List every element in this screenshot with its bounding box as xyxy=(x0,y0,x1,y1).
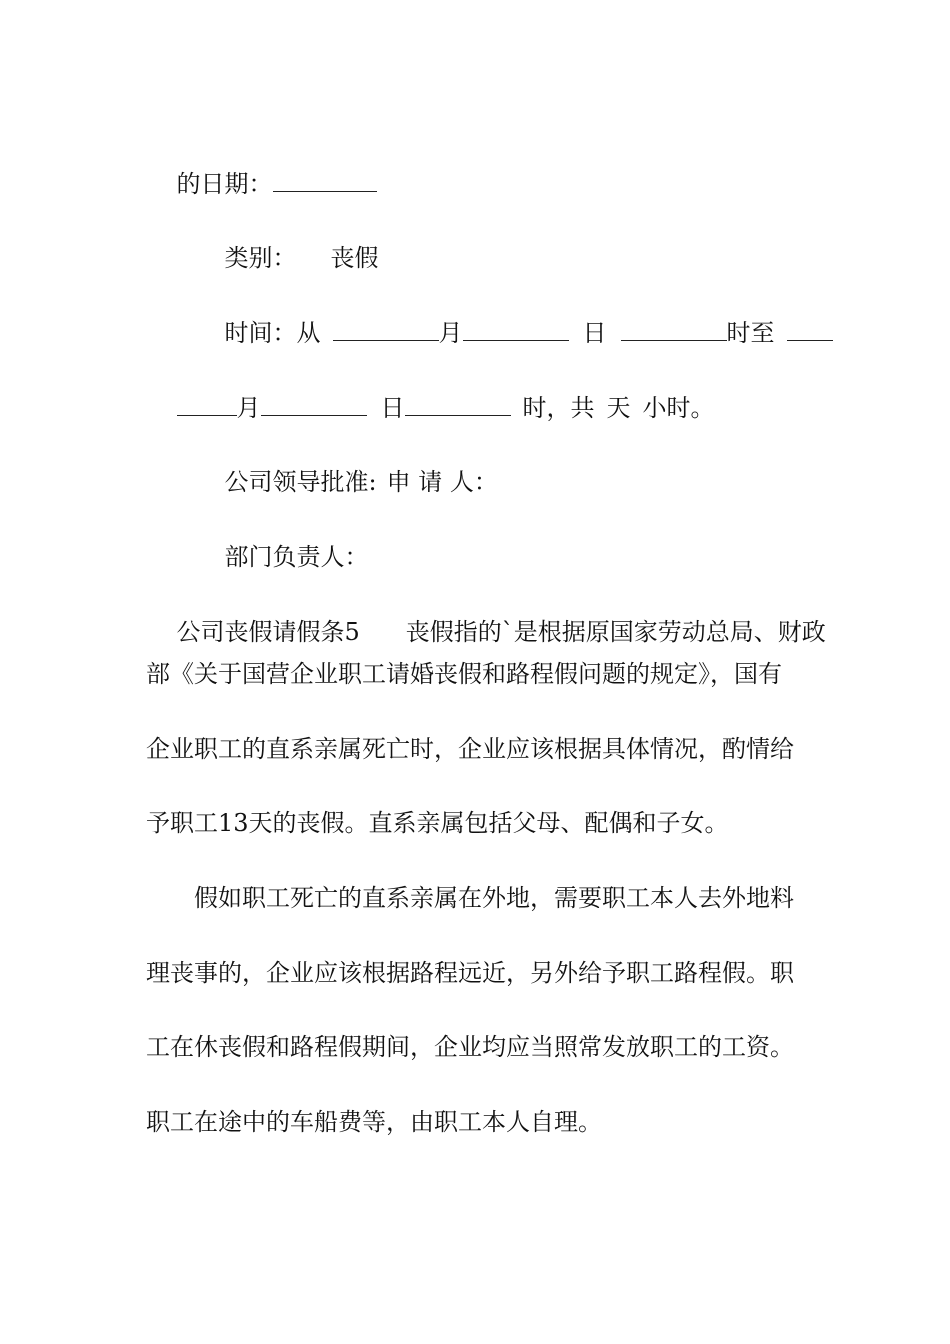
hour-end-label: 时，共 xyxy=(522,394,595,422)
month-blank-1 xyxy=(333,318,439,341)
article-line-4: 予职工13天的丧假。直系亲属包括父母、配偶和子女。 xyxy=(146,809,729,837)
article-line-5: 假如职工死亡的直系亲属在外地，需要职工本人去外地料 xyxy=(194,884,794,912)
day-label-1: 日 xyxy=(582,319,607,347)
day-blank-2 xyxy=(261,393,367,416)
day-blank-1 xyxy=(463,318,569,341)
article-line-1-text: 丧假指的`是根据原国家劳动总局、财政 xyxy=(405,618,826,646)
approval-label: 公司领导批准: xyxy=(224,468,377,496)
month-blank-2b xyxy=(177,393,237,416)
article-line-3: 企业职工的直系亲属死亡时，企业应该根据具体情况，酌情给 xyxy=(146,735,794,763)
date-blank xyxy=(273,169,377,192)
hour-blank-1 xyxy=(621,318,727,341)
month-label-2: 月 xyxy=(236,394,261,422)
article-heading: 公司丧假请假条5 xyxy=(176,618,360,646)
category-value: 丧假 xyxy=(330,244,379,272)
time-from-label: 时间：从 xyxy=(224,319,321,347)
applicant-label: 申 请 人： xyxy=(386,468,498,496)
hour-blank-2 xyxy=(405,393,511,416)
article-line-8: 职工在途中的车船费等，由职工本人自理。 xyxy=(146,1108,602,1136)
article-line-6: 理丧事的，企业应该根据路程远近，另外给予职工路程假。职 xyxy=(146,959,794,987)
hours-end-label: 小时。 xyxy=(642,394,715,422)
month-blank-2a xyxy=(787,318,833,341)
month-label-1: 月 xyxy=(438,319,463,347)
date-label: 的日期： xyxy=(176,170,273,198)
article-line-2: 部《关于国营企业职工请婚丧假和路程假问题的规定》，国有 xyxy=(146,660,782,688)
dept-head-label: 部门负责人： xyxy=(224,543,369,571)
category-label: 类别： xyxy=(224,244,297,272)
day-label-2: 日 xyxy=(380,394,405,422)
days-label: 天 xyxy=(606,394,631,422)
article-line-7: 工在休丧假和路程假期间，企业均应当照常发放职工的工资。 xyxy=(146,1033,794,1061)
hour-to-label: 时至 xyxy=(726,319,775,347)
